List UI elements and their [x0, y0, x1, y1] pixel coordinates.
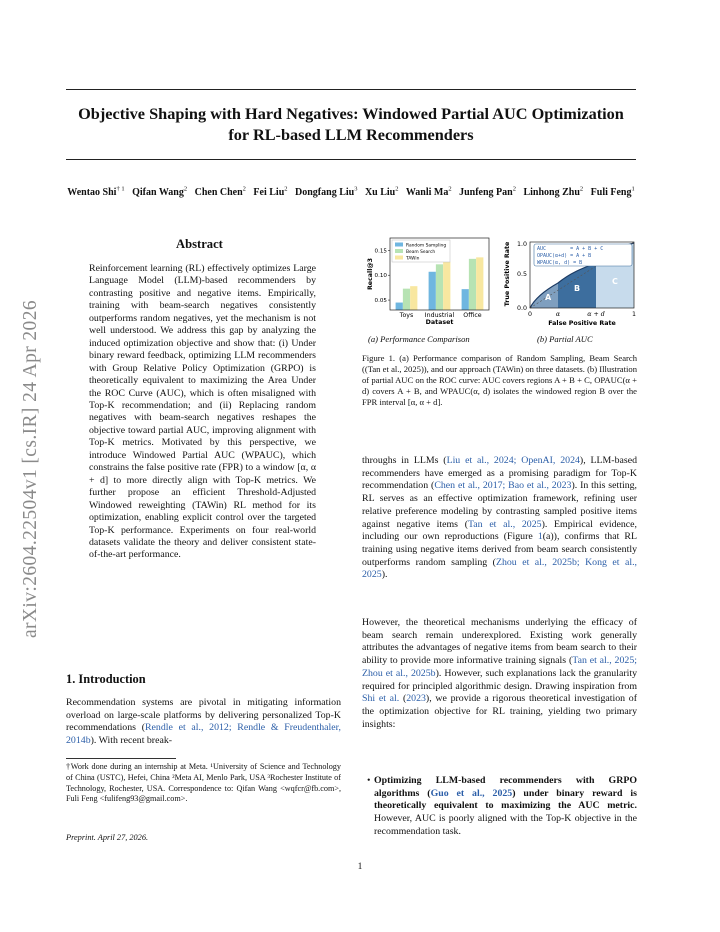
- legend-label: Beam Search: [406, 249, 436, 255]
- author-list: [66, 183, 636, 200]
- text-run: However, the theoretical mechanisms underlying the efficacy of beam search remain underexplored. Existing work generally attributes the advantages of negative items from beam search to their ability to provide more informative training signals (: [362, 617, 637, 667]
- author-name: Qifan Wang$^2$: [132, 186, 188, 199]
- author-affiliation-mark: 2: [448, 186, 452, 193]
- page-number: 1: [357, 862, 363, 872]
- author-name: Fuli Feng$^1$: [590, 186, 635, 199]
- citation-link[interactable]: Guo et al., 2025: [430, 787, 513, 799]
- abstract-body: Reinforcement learning (RL) effectively optimizes Large Language Model (LLM)-based recommenders by contrasting positive and negative items. Empirically, training with beam-search negatives consistently outperforms random negatives, yet the mechanism is not well understood. We address this gap by analyzing the induced optimization objective and show that: (i) Under binary reward feedback, optimizing LLM recommenders with Group Relative Policy Optimization (GRPO) is theoretically equivalent to maximizing the Area Under the ROC Curve (AUC), which is often misaligned with Top-K recommendation; and (ii) Replacing random negatives with beam-search negatives reshapes the objective toward partial AUC, improving alignment with Top-K metrics. Motivated by this perspective, we introduce Windowed Partial AUC (WPAUC), which constrains the false positive rate (FPR) to a window [α, α + d] to more directly align with Top-K metrics. We further propose an efficient Threshold-Adjusted Windowed reweighting (TAWin) RL method for its optimization, enabling explicit control over the targeted Top-K performance. Experiments on four real-world datasets validate the theory and deliver consistent state-of-the-art performance.: [89, 263, 316, 561]
- author-name: Dongfang Liu$^3$: [295, 186, 358, 199]
- insight-bullet-1: [362, 775, 637, 839]
- roc-region-label-b: B: [574, 284, 581, 293]
- subcaption-a: (a) Performance Comparison: [368, 334, 470, 344]
- roc-region-label-c: C: [612, 277, 618, 286]
- roc-ytick-3: 0.0: [516, 305, 527, 312]
- bar-beam-search: [469, 259, 476, 310]
- author-name: Xu Liu$^2$: [364, 186, 399, 199]
- text-run: (: [399, 693, 407, 705]
- author-name: Chen Chen$^2$: [194, 186, 246, 199]
- bar-tawin: [410, 286, 417, 310]
- section-heading-introduction: 1. Introduction: [66, 672, 146, 686]
- text-run: ), LLM-based recommenders have emerged as a promising paradigm for Top-K recommendation (: [362, 455, 637, 492]
- citation-link[interactable]: 2023: [406, 693, 426, 705]
- arxiv-identifier: [8, 264, 54, 674]
- footnote: †Work done during an internship at Meta. ¹University of Science and Technology of China (USTC), Hefei, China ²Meta AI, Menlo Park, USA ³Rochester Institute of Technology, Rochester, USA. Correspondence to: Qifan Wang <wqfcr@fb.com>, Fuli Feng <fulifeng93@gmail.com>.: [66, 762, 341, 804]
- arxiv-id-text: arXiv:2604.22504v1 [cs.IR] 24 Apr 2026: [20, 300, 41, 638]
- citation-link[interactable]: Shi et al.: [362, 693, 400, 705]
- author-affiliation-mark: † 1: [116, 186, 125, 193]
- intro-paragraph: [66, 697, 341, 748]
- author-affiliation-mark: 2: [284, 186, 288, 193]
- bar-tawin: [476, 257, 483, 310]
- text-run: ). Empirical evidence, including our own reproductions (Figure: [362, 518, 637, 543]
- roc-legend-auc: AUC = A + B + C: [537, 246, 604, 252]
- text-run: ). However, such explanations lack the granularity required for principled algorithmic design. Drawing inspiration from: [362, 667, 637, 692]
- roc-xtick-2: α: [555, 311, 561, 318]
- author-name: Wentao Shi$^{\dagger 1}$: [67, 186, 125, 199]
- title-rule: [66, 159, 636, 160]
- text-run: throughs in LLMs (: [362, 455, 447, 466]
- bar-random-sampling: [429, 272, 436, 310]
- author-name: Junfeng Pan$^2$: [459, 186, 516, 199]
- x-axis-label: Dataset: [425, 319, 454, 326]
- subcaption-b: (b) Partial AUC: [537, 334, 593, 344]
- roc-region-label-a: A: [545, 293, 552, 302]
- y-tick-label: 0.05: [374, 298, 387, 305]
- figure-1b-roc-diagram: [500, 232, 640, 328]
- y-tick-label: 0.15: [374, 248, 387, 255]
- citation-link[interactable]: Tan et al., 2025: [467, 518, 542, 530]
- bar-beam-search: [436, 264, 443, 310]
- text-run: ). In this setting, RL serves as an effective optimization framework, refining user relative preference modeling by contrasting sampled positive items against negative items (: [362, 480, 637, 530]
- intro-text-b: ). With recent break-: [90, 735, 173, 747]
- legend-swatch: [395, 256, 403, 260]
- y-axis-label: Recall@3: [367, 257, 374, 291]
- citation-link[interactable]: Chen et al., 2017; Bao et al., 2023: [434, 480, 572, 492]
- preprint-date: Preprint. April 27, 2026.: [66, 833, 149, 842]
- citation-link[interactable]: Tan et al., 2025; Zhou et al., 2025b: [362, 655, 637, 679]
- roc-xtick-4: 1: [631, 311, 637, 318]
- legend-label: Random Sampling: [406, 243, 447, 249]
- roc-xtick-3: α + d: [587, 311, 605, 318]
- text-run: ) under binary reward is theoretically equivalent to maximizing the AUC metric.: [374, 787, 637, 812]
- intro-paragraph-continued: [362, 455, 637, 582]
- text-run: (a)), confirms that RL training using negative items derived from beam search consistently outperforms random sampling (: [362, 531, 637, 568]
- x-tick-label: Toys: [399, 312, 414, 319]
- text-run: ).: [381, 569, 388, 581]
- bullet-marker: •: [367, 775, 371, 786]
- bar-random-sampling: [396, 303, 403, 310]
- y-tick-label: 0.10: [374, 273, 387, 280]
- figure-1a-bar-chart: [362, 230, 497, 330]
- roc-xtick-1: 0: [527, 311, 533, 318]
- roc-legend-opauc: OPAUC(α+d) = A + B: [537, 253, 592, 259]
- footnote-rule: [66, 758, 176, 759]
- roc-region-a: [530, 283, 558, 308]
- author-name: Fei Liu$^2$: [253, 186, 288, 199]
- author-affiliation-mark: 3: [354, 186, 358, 193]
- author-affiliation-mark: 2: [183, 186, 188, 193]
- author-affiliation-mark: 2: [512, 186, 516, 193]
- bullet-text: [374, 775, 637, 839]
- author-name: Wanli Ma$^2$: [405, 186, 452, 199]
- bar-beam-search: [403, 289, 410, 310]
- figure-1-caption: Figure 1. (a) Performance comparison of Random Sampling, Beam Search ((Tan et al., 2025)), and our approach (TAWin) on three datasets. (b) Illustration of partial AUC on the ROC curve: AUC covers regions A + B + C, OPAUC(α + d) covers A + B, and WPAUC(α, d) isolates the windowed region B over the FPR interval [α, α + d].: [362, 353, 637, 407]
- legend-label: TAWin: [406, 256, 420, 262]
- top-rule: [66, 89, 636, 90]
- author-name: Linhong Zhu$^2$: [523, 186, 584, 199]
- author-affiliation-mark: 2: [395, 186, 399, 193]
- x-tick-label: Industrial: [424, 312, 455, 319]
- author-affiliation-mark: 2: [242, 186, 246, 193]
- roc-xlabel: False Positive Rate: [548, 320, 616, 327]
- text-run: However, AUC is poorly aligned with the Top-K objective in the recommendation task.: [374, 813, 637, 837]
- roc-ytick-2: 0.5: [516, 271, 527, 278]
- bar-tawin: [443, 262, 450, 310]
- legend-swatch: [395, 243, 403, 247]
- x-tick-label: Office: [463, 312, 482, 319]
- paper-title: Objective Shaping with Hard Negatives: Windowed Partial AUC Optimization for RL-based LLM Recommenders: [78, 104, 624, 144]
- abstract-heading: Abstract: [176, 237, 223, 251]
- roc-legend-wpauc: WPAUC(α, d) = B: [537, 260, 583, 266]
- citation-link[interactable]: Liu et al., 2024; OpenAI, 2024: [446, 455, 580, 466]
- citation-link[interactable]: 1: [537, 531, 543, 543]
- intro-text-a: Recommendation systems are pivotal in mitigating information overload on large-scale platforms by delivering personalized Top-K recommendations (: [66, 697, 341, 734]
- author-affiliation-mark: 2: [579, 186, 584, 193]
- roc-ylabel: True Positive Rate: [504, 241, 511, 307]
- roc-ytick-1: 1.0: [516, 241, 527, 248]
- text-run: Optimizing LLM-based recommenders with GRPO algorithms (: [374, 775, 637, 799]
- intro-paragraph-2: [362, 617, 637, 731]
- citation-link[interactable]: Zhou et al., 2025b; Kong et al., 2025: [362, 556, 637, 581]
- legend-swatch: [395, 249, 403, 253]
- intro-citation[interactable]: Rendle et al., 2012; Rendle & Freudenthaler, 2014b: [66, 722, 341, 747]
- author-affiliation-mark: 1: [631, 186, 635, 193]
- text-run: ), we provide a rigorous theoretical investigation of the optimization objective for RL training, yielding two primary insights:: [362, 693, 637, 730]
- bar-random-sampling: [462, 289, 469, 310]
